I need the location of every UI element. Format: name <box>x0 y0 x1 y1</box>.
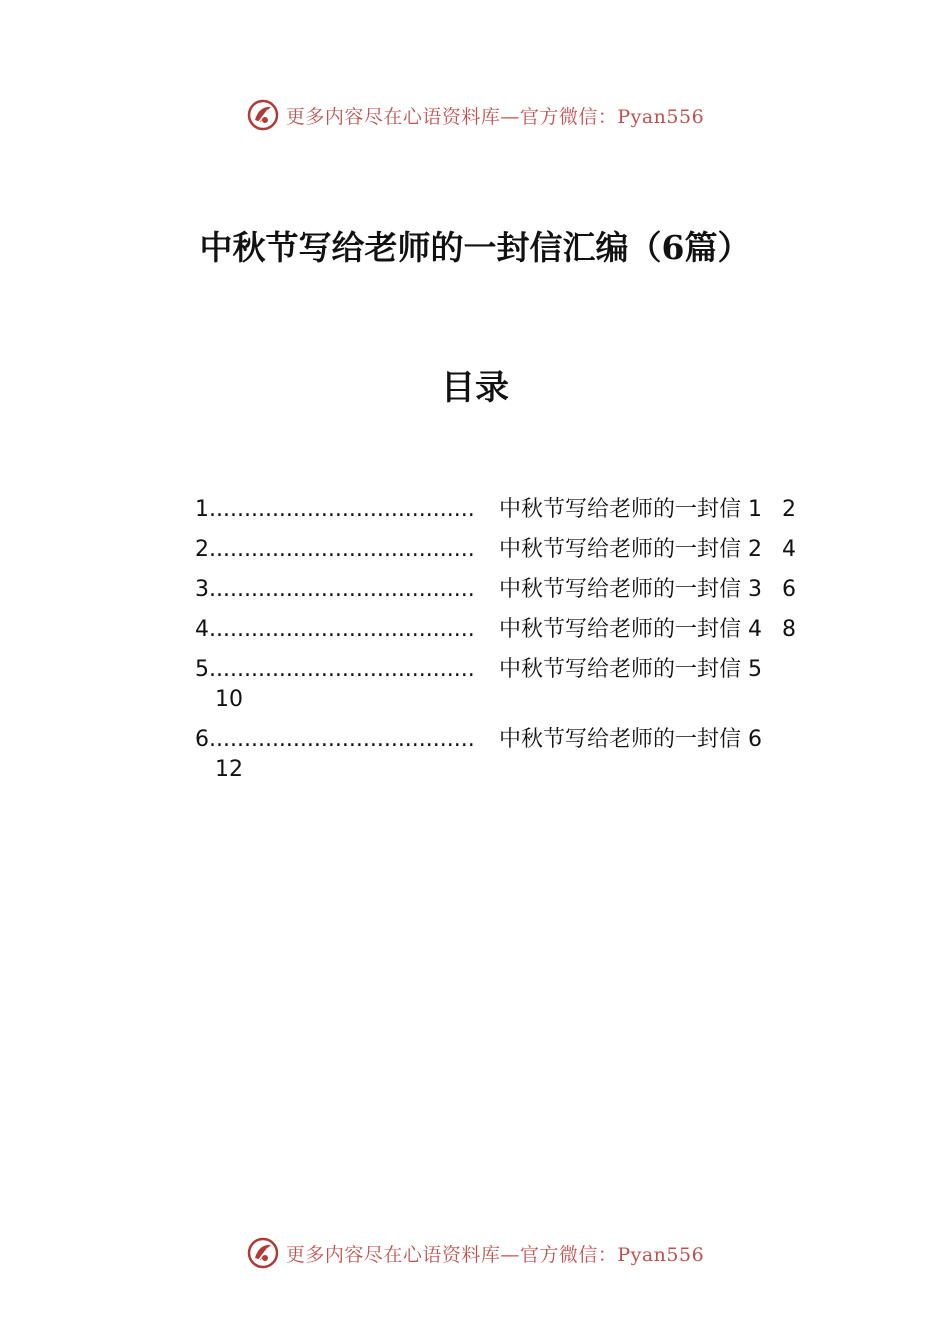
toc-heading: 目录 <box>441 368 509 408</box>
toc-entry-title: 中秋节写给老师的一封信 3 <box>499 577 762 602</box>
pen-heart-logo-icon <box>246 98 280 132</box>
toc-entry-title: 中秋节写给老师的一封信 6 <box>499 727 762 752</box>
toc-entry[interactable] <box>195 655 855 715</box>
footer-banner <box>0 1233 950 1273</box>
toc-entry-page: 6 <box>782 577 796 602</box>
toc-leader-dots: ...................................... <box>209 727 475 752</box>
toc-leader-dots: ...................................... <box>209 537 475 562</box>
toc-entry-page: 12 <box>215 757 243 782</box>
toc-entry-number: 2 <box>195 537 209 562</box>
header-banner-text[interactable]: 更多内容尽在心语资料库—官方微信：Pyan556 <box>285 105 705 128</box>
toc-entry[interactable] <box>195 615 855 645</box>
toc-entry-title: 中秋节写给老师的一封信 4 <box>499 617 762 642</box>
toc-entry-page: 8 <box>782 617 796 642</box>
toc-entry-page: 2 <box>782 497 796 522</box>
document-title: 中秋节写给老师的一封信汇编（6篇） <box>199 228 751 267</box>
pen-heart-logo-icon <box>246 1236 280 1270</box>
toc-entry-title: 中秋节写给老师的一封信 2 <box>499 537 762 562</box>
toc-entry-number: 4 <box>195 617 209 642</box>
toc-entry-number: 5 <box>195 657 209 682</box>
toc-entry[interactable] <box>195 575 855 605</box>
toc-entry-page: 4 <box>782 537 796 562</box>
footer-banner-text[interactable]: 更多内容尽在心语资料库—官方微信：Pyan556 <box>285 1243 705 1266</box>
table-of-contents <box>195 495 855 795</box>
toc-entry-title: 中秋节写给老师的一封信 5 <box>499 657 762 682</box>
toc-entry[interactable] <box>195 725 855 785</box>
header-banner <box>0 95 950 135</box>
toc-leader-dots: ...................................... <box>209 577 475 602</box>
toc-leader-dots: ...................................... <box>209 617 475 642</box>
toc-entry-page: 10 <box>215 687 243 712</box>
toc-entry-number: 6 <box>195 727 209 752</box>
toc-entry-title: 中秋节写给老师的一封信 1 <box>499 497 762 522</box>
toc-entry[interactable] <box>195 535 855 565</box>
toc-entry-number: 3 <box>195 577 209 602</box>
toc-leader-dots: ...................................... <box>209 497 475 522</box>
toc-entry[interactable] <box>195 495 855 525</box>
toc-leader-dots: ...................................... <box>209 657 475 682</box>
toc-entry-number: 1 <box>195 497 209 522</box>
